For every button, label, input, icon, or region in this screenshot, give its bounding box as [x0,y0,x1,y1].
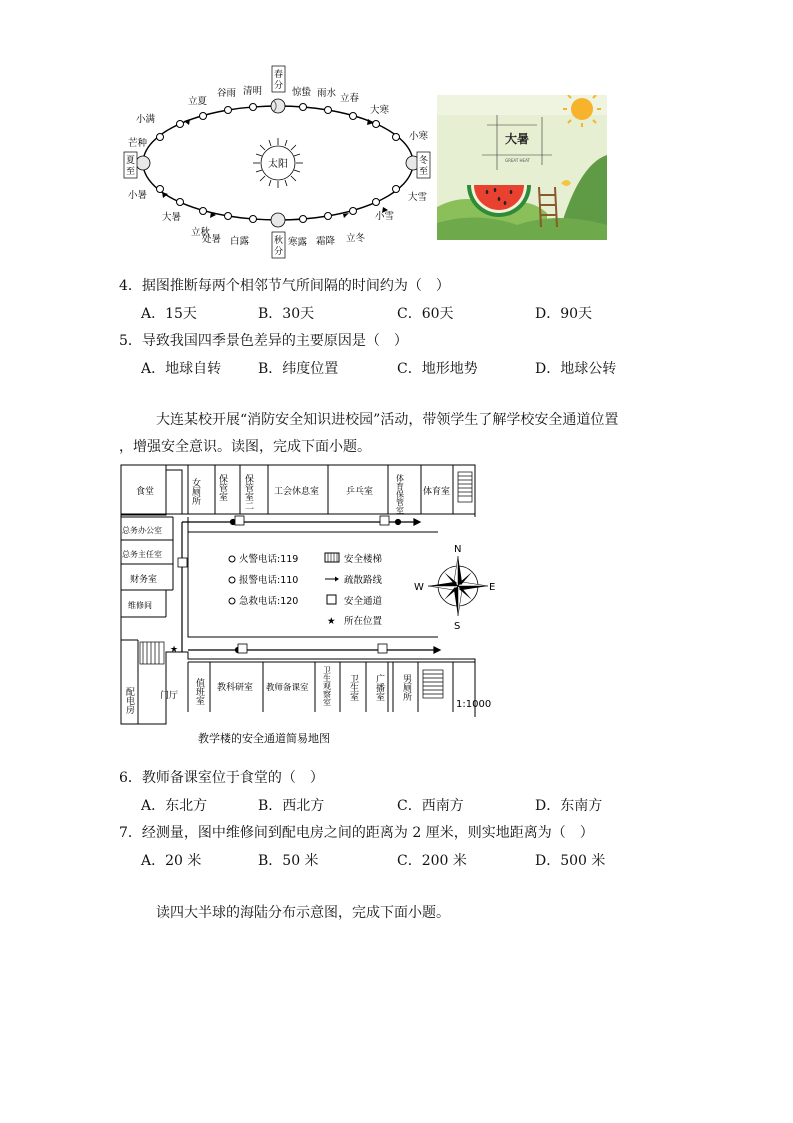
svg-text:门厅: 门厅 [160,691,179,701]
svg-text:体育保管室: 体育保管室 [395,474,405,514]
svg-text:立夏: 立夏 [188,96,208,107]
question-7: 7．经测量，图中维修间到配电房之间的距离为 2 厘米，则实地距离为（ ） [119,825,594,841]
svg-text:总务主任室: 总务主任室 [122,550,162,559]
svg-text:乒乓室: 乒乓室 [346,487,374,497]
svg-text:大暑: 大暑 [162,212,182,223]
solar-terms-diagram [118,60,436,260]
svg-text:N: N [454,544,462,555]
sun-label: 太阳 [268,159,288,170]
svg-text:W: W [414,582,424,593]
map-scale: 1:1000 [456,699,492,710]
q4-option-c[interactable]: C．60天 [397,306,454,322]
svg-text:立冬: 立冬 [346,233,366,244]
svg-text:安全通道: 安全通道 [344,596,383,607]
passage-1-line-1: 大连某校开展“消防安全知识进校园”活动，带领学生了解学校安全通道位置 [156,412,619,428]
svg-text:清明: 清明 [243,86,263,97]
svg-text:小寒: 小寒 [409,131,429,142]
q4-option-a[interactable]: A．15天 [141,306,197,322]
svg-text:值班室: 值班室 [194,678,204,705]
q5-option-c[interactable]: C．地形地势 [397,361,478,377]
svg-text:小雪: 小雪 [375,211,395,222]
map-legend [229,553,383,627]
svg-text:立秋: 立秋 [191,227,211,238]
svg-text:所在位置: 所在位置 [344,616,383,627]
q7-option-c[interactable]: C．200 米 [397,853,467,869]
svg-text:谷雨: 谷雨 [217,88,237,99]
svg-text:分: 分 [273,247,284,257]
q7-option-b[interactable]: B．50 米 [258,853,319,869]
svg-text:芒种: 芒种 [128,138,148,149]
svg-text:维修间: 维修间 [128,601,152,610]
svg-text:工会休息室: 工会休息室 [274,487,320,497]
q7-option-a[interactable]: A．20 米 [141,853,202,869]
room-canteen: 食堂 [136,487,155,497]
svg-text:立春: 立春 [340,93,360,104]
svg-text:广播室: 广播室 [374,674,384,701]
svg-text:疏散路线: 疏散路线 [344,575,383,586]
svg-text:S: S [454,621,461,632]
svg-text:卫生观察室: 卫生观察室 [322,666,332,706]
svg-text:报警电话:110: 报警电话:110 [239,575,299,586]
svg-text:配电房: 配电房 [124,687,134,714]
svg-text:教师备课室: 教师备课室 [266,683,309,693]
current-location-star: ★ [170,645,179,655]
q4-option-b[interactable]: B．30天 [258,306,315,322]
q6-option-b[interactable]: B．西北方 [258,798,325,814]
q6-option-a[interactable]: A．东北方 [141,798,208,814]
svg-text:夏: 夏 [125,156,136,166]
svg-text:白露: 白露 [230,236,250,247]
svg-text:春: 春 [273,70,284,80]
svg-text:★: ★ [327,616,336,627]
svg-text:男厕所: 男厕所 [401,674,411,701]
svg-text:总务办公室: 总务办公室 [122,526,162,535]
q5-option-a[interactable]: A．地球自转 [141,361,222,377]
svg-text:寒露: 寒露 [288,237,308,248]
q6-option-d[interactable]: D．东南方 [535,798,603,814]
svg-text:E: E [489,582,496,593]
svg-text:体育室: 体育室 [423,487,451,497]
svg-text:安全楼梯: 安全楼梯 [344,554,383,565]
passage-2: 读四大半球的海陆分布示意图，完成下面小题。 [156,905,450,921]
svg-text:女厕所: 女厕所 [190,478,200,505]
svg-text:卫生室: 卫生室 [348,674,358,701]
svg-text:财务室: 财务室 [130,575,158,585]
q4-option-d[interactable]: D．90天 [535,306,593,322]
svg-text:教科研室: 教科研室 [217,683,254,693]
question-5: 5．导致我国四季景色差异的主要原因是（ ） [119,333,408,349]
svg-text:小暑: 小暑 [128,190,148,201]
svg-text:保管室二: 保管室二 [243,474,253,510]
svg-text:霜降: 霜降 [316,236,336,247]
q7-option-d[interactable]: D．500 米 [535,853,606,869]
svg-text:分: 分 [273,81,284,91]
svg-text:雨水: 雨水 [317,88,337,99]
passage-1-line-2: ，增强安全意识。读图，完成下面小题。 [119,439,371,455]
q6-option-c[interactable]: C．西南方 [397,798,464,814]
svg-text:冬: 冬 [418,156,429,166]
svg-text:保管室: 保管室 [217,474,227,501]
q5-option-b[interactable]: B．纬度位置 [258,361,339,377]
dashu-title: 大暑 [505,132,530,146]
q5-option-d[interactable]: D．地球公转 [535,361,617,377]
svg-text:处暑: 处暑 [202,234,222,245]
svg-text:大寒: 大寒 [370,105,390,116]
svg-text:至: 至 [125,167,136,177]
dashu-subtitle: GREAT HEAT [505,158,530,163]
school-safety-map [118,462,500,752]
svg-text:秋: 秋 [273,236,284,246]
svg-text:至: 至 [418,167,429,177]
svg-text:急救电话:120: 急救电话:120 [239,596,299,607]
svg-text:小满: 小满 [136,114,156,125]
svg-text:火警电话:119: 火警电话:119 [239,554,299,565]
great-heat-illustration [437,95,607,240]
map-caption: 教学楼的安全通道简易地图 [198,732,330,745]
svg-text:大雪: 大雪 [408,192,428,203]
svg-text:惊蛰: 惊蛰 [292,87,312,98]
question-6: 6．教师备课室位于食堂的（ ） [119,770,324,786]
compass-rose-icon [414,544,495,632]
question-4: 4．据图推断每两个相邻节气所间隔的时间约为（ ） [119,278,450,294]
